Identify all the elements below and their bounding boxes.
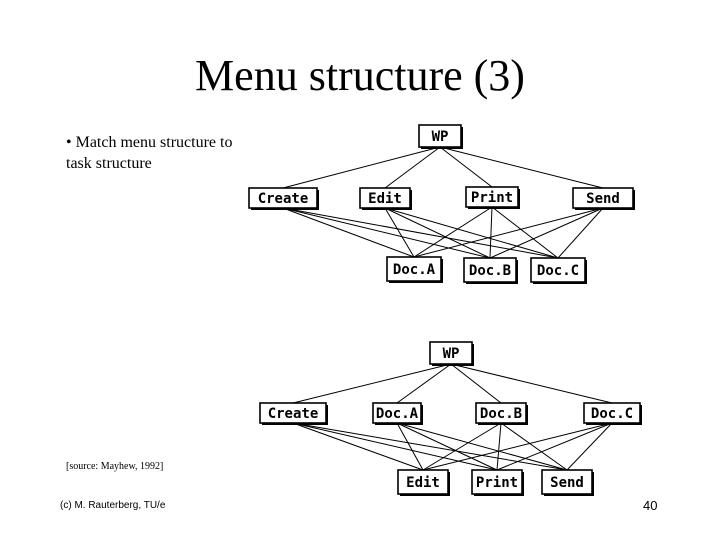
tree2-edge-2-2: [501, 423, 567, 470]
tree1-edge-root-0: [283, 147, 440, 188]
tree1-edge-0-1: [283, 208, 490, 258]
tree1-level1-node: [360, 188, 412, 210]
tree1-level1-node-label: Create: [257, 191, 309, 207]
tree1-edge-0-2: [283, 208, 558, 258]
tree1-level2-node: [464, 258, 518, 284]
tree1-level2-node-label: Doc.C: [536, 263, 580, 279]
tree2-level1-node: [260, 403, 328, 425]
tree2-edge-3-0: [423, 423, 612, 470]
tree2-level1-node-label: Create: [267, 406, 319, 422]
tree2-level2-node-label: Edit: [406, 475, 440, 491]
tree2-level1-node: [476, 403, 528, 425]
tree1-edge-1-2: [385, 208, 558, 258]
tree2-level2-node: [472, 470, 524, 496]
tree2-edge-3-2: [567, 423, 612, 470]
tree2-edge-root-0: [293, 364, 451, 403]
tree2-edge-2-1: [497, 423, 501, 470]
tree1-level2-node-label: Doc.A: [392, 262, 436, 278]
tree2-level2-node: [398, 470, 450, 496]
tree1-edge-root-2: [440, 147, 492, 187]
tree2-level1-node: [584, 403, 642, 425]
tree1-edge-root-1: [385, 147, 440, 188]
tree1-edge-0-0: [283, 208, 414, 257]
tree2-edge-0-2: [293, 423, 567, 470]
slide-title: Menu structure (3): [195, 51, 525, 100]
tree2-level2-node-label: Print: [475, 475, 519, 491]
tree1-level1-node: [466, 187, 520, 209]
tree1-level2-node: [387, 257, 443, 283]
tree2-edge-0-1: [293, 423, 497, 470]
tree1-level2-node: [531, 258, 587, 284]
tree2-level1-node-label: Doc.C: [590, 406, 634, 422]
tree1-level1-node: [573, 188, 635, 210]
tree2-root-node: [430, 342, 474, 366]
tree1-level1-node-label: Print: [470, 190, 514, 206]
tree2-edge-3-1: [497, 423, 612, 470]
bullet-text: • Match menu structure to task structure: [66, 134, 233, 172]
tree2-level1-node-label: Doc.B: [479, 406, 523, 422]
page-number: 40: [643, 498, 658, 513]
tree2-level1-node: [373, 403, 423, 425]
tree2-level2-node: [542, 470, 594, 496]
tree1-level1-node: [249, 188, 319, 210]
tree2-edge-root-1: [397, 364, 451, 403]
tree2-edge-0-0: [293, 423, 423, 470]
tree1-root-node: [419, 125, 463, 149]
tree1-level1-node-label: Send: [586, 191, 620, 207]
tree1-root-node-label: WP: [431, 129, 449, 145]
tree1-level1-node-label: Edit: [368, 191, 402, 207]
tree2-edge-root-3: [451, 364, 612, 403]
tree2-level2-node-label: Send: [550, 475, 584, 491]
tree2-root-node-label: WP: [442, 346, 460, 362]
tree1-edge-2-1: [490, 207, 492, 258]
tree1-level2-node-label: Doc.B: [468, 263, 512, 279]
footer-copyright: (c) M. Rauterberg, TU/e: [60, 500, 166, 511]
tree1-edge-3-2: [558, 208, 603, 258]
tree2-level1-node-label: Doc.A: [375, 406, 419, 422]
source-citation: [source: Mayhew, 1992]: [66, 461, 164, 472]
tree1-edge-root-3: [440, 147, 603, 188]
tree2-edge-2-0: [423, 423, 501, 470]
tree2-edge-1-0: [397, 423, 423, 470]
